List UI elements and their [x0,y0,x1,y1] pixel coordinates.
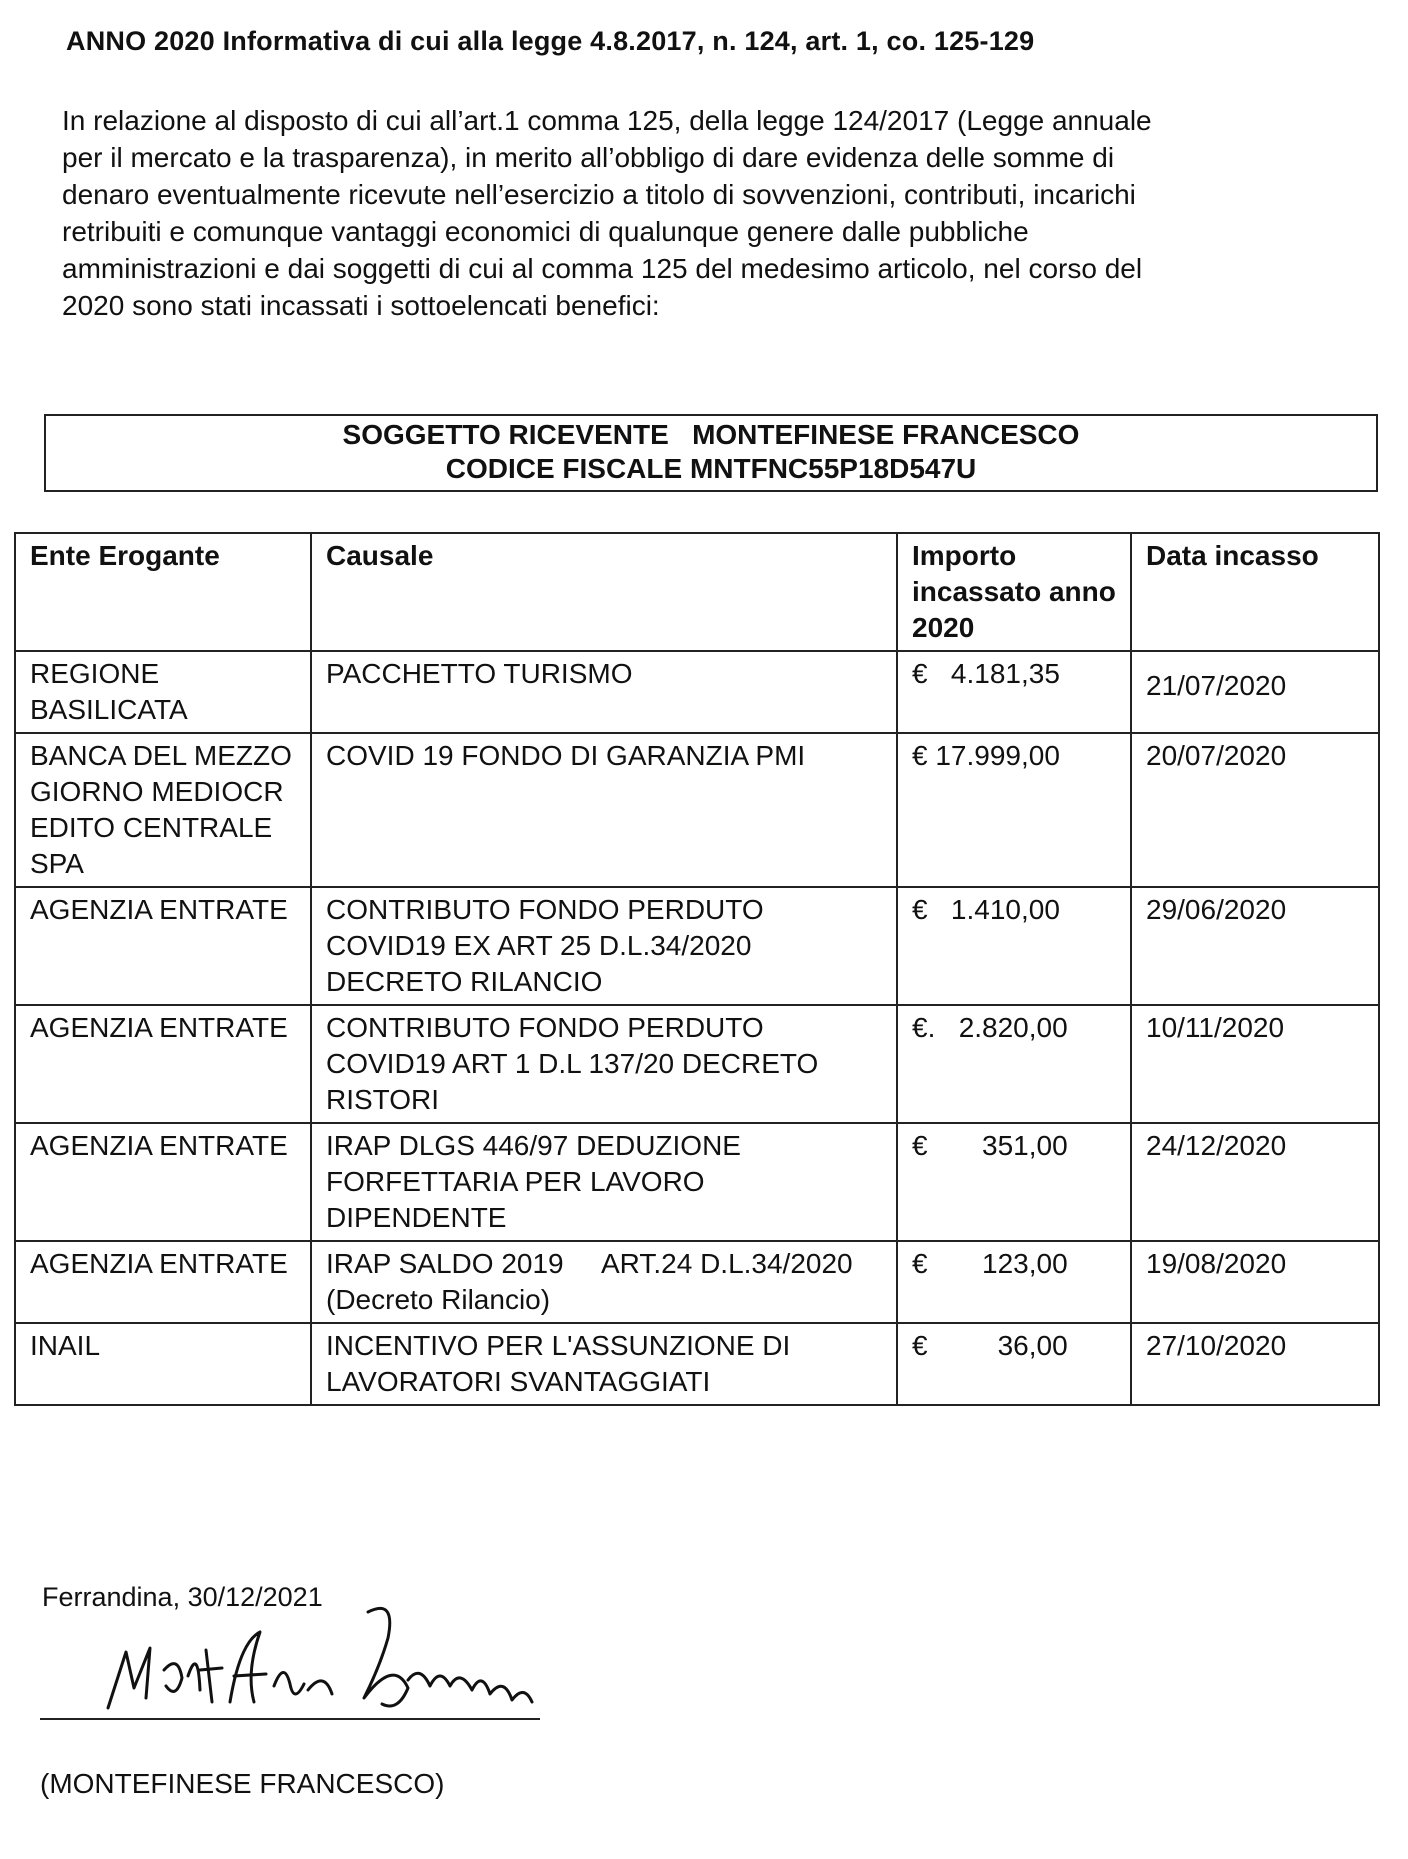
intro-line: per il mercato e la trasparenza), in merito all’obbligo di dare evidenza delle somme di [62,142,1115,173]
table-row [15,1323,1379,1405]
table-header-row [15,533,1379,651]
intro-line: In relazione al disposto di cui all’art.1 comma 125, della legge 124/2017 (Legge annuale [62,105,1152,136]
cell-data: 24/12/2020 [1131,1123,1379,1241]
cell-importo: € 351,00 [897,1123,1131,1241]
table-row [15,887,1379,1005]
cell-importo: € 17.999,00 [897,733,1131,887]
cell-importo: € 1.410,00 [897,887,1131,1005]
table-row [15,651,1379,733]
signer-name: (MONTEFINESE FRANCESCO) [40,1768,445,1799]
table-row [15,1123,1379,1241]
cell-ente: AGENZIA ENTRATE [15,887,311,1005]
cell-importo: € 36,00 [897,1323,1131,1405]
cell-ente: AGENZIA ENTRATE [15,1005,311,1123]
cell-importo: €. 2.820,00 [897,1005,1131,1123]
intro-line: denaro eventualmente ricevute nell’esercizio a titolo di sovvenzioni, contributi, incarichi [62,179,1136,210]
table-row [15,733,1379,887]
cell-importo: € 4.181,35 [897,651,1131,733]
cell-ente: AGENZIA ENTRATE [15,1241,311,1323]
cell-causale: PACCHETTO TURISMO [311,651,897,733]
cell-ente: AGENZIA ENTRATE [15,1123,311,1241]
cell-data: 10/11/2020 [1131,1005,1379,1123]
place-and-date: Ferrandina, 30/12/2021 [42,1582,323,1612]
cell-causale: IRAP SALDO 2019 ART.24 D.L.34/2020 (Decreto Rilancio) [311,1241,897,1323]
cell-importo: € 123,00 [897,1241,1131,1323]
cell-causale: IRAP DLGS 446/97 DEDUZIONE FORFETTARIA PER LAVORO DIPENDENTE [311,1123,897,1241]
header-data: Data incasso [1131,533,1379,651]
cell-ente: REGIONE BASILICATA [15,651,311,733]
recipient-box [44,414,1378,492]
benefits-table [14,532,1380,1406]
header-importo: Importo incassato anno 2020 [897,533,1131,651]
signature-line [40,1718,540,1720]
cell-causale: COVID 19 FONDO DI GARANZIA PMI [311,733,897,887]
cell-data: 21/07/2020 [1131,651,1379,733]
header-ente: Ente Erogante [15,533,311,651]
cell-data: 19/08/2020 [1131,1241,1379,1323]
cell-data: 27/10/2020 [1131,1323,1379,1405]
intro-line: amministrazioni e dai soggetti di cui al comma 125 del medesimo articolo, nel corso del [62,253,1143,284]
header-causale: Causale [311,533,897,651]
cell-data: 20/07/2020 [1131,733,1379,887]
intro-line: 2020 sono stati incassati i sottoelencati benefici: [62,290,660,321]
intro-line: retribuiti e comunque vantaggi economici di qualunque genere dalle pubbliche [62,216,1029,247]
cell-ente: INAIL [15,1323,311,1405]
cell-causale: INCENTIVO PER L'ASSUNZIONE DI LAVORATORI SVANTAGGIATI [311,1323,897,1405]
cell-data: 29/06/2020 [1131,887,1379,1005]
intro-paragraph [62,102,1362,324]
table-row [15,1241,1379,1323]
cell-causale: CONTRIBUTO FONDO PERDUTO COVID19 ART 1 D.L 137/20 DECRETO RISTORI [311,1005,897,1123]
cell-causale: CONTRIBUTO FONDO PERDUTO COVID19 EX ART 25 D.L.34/2020 DECRETO RILANCIO [311,887,897,1005]
handwritten-signature [38,1590,618,1710]
table-row [15,1005,1379,1123]
recipient-tax-code: CODICE FISCALE MNTFNC55P18D547U [445,453,977,484]
recipient-name: SOGGETTO RICEVENTE MONTEFINESE FRANCESCO [342,419,1080,450]
cell-ente: BANCA DEL MEZZOGIORNO MEDIOCREDITO CENTRALE SPA [15,733,311,887]
document-title: ANNO 2020 Informativa di cui alla legge 4.8.2017, n. 124, art. 1, co. 125-129 [66,26,1035,56]
